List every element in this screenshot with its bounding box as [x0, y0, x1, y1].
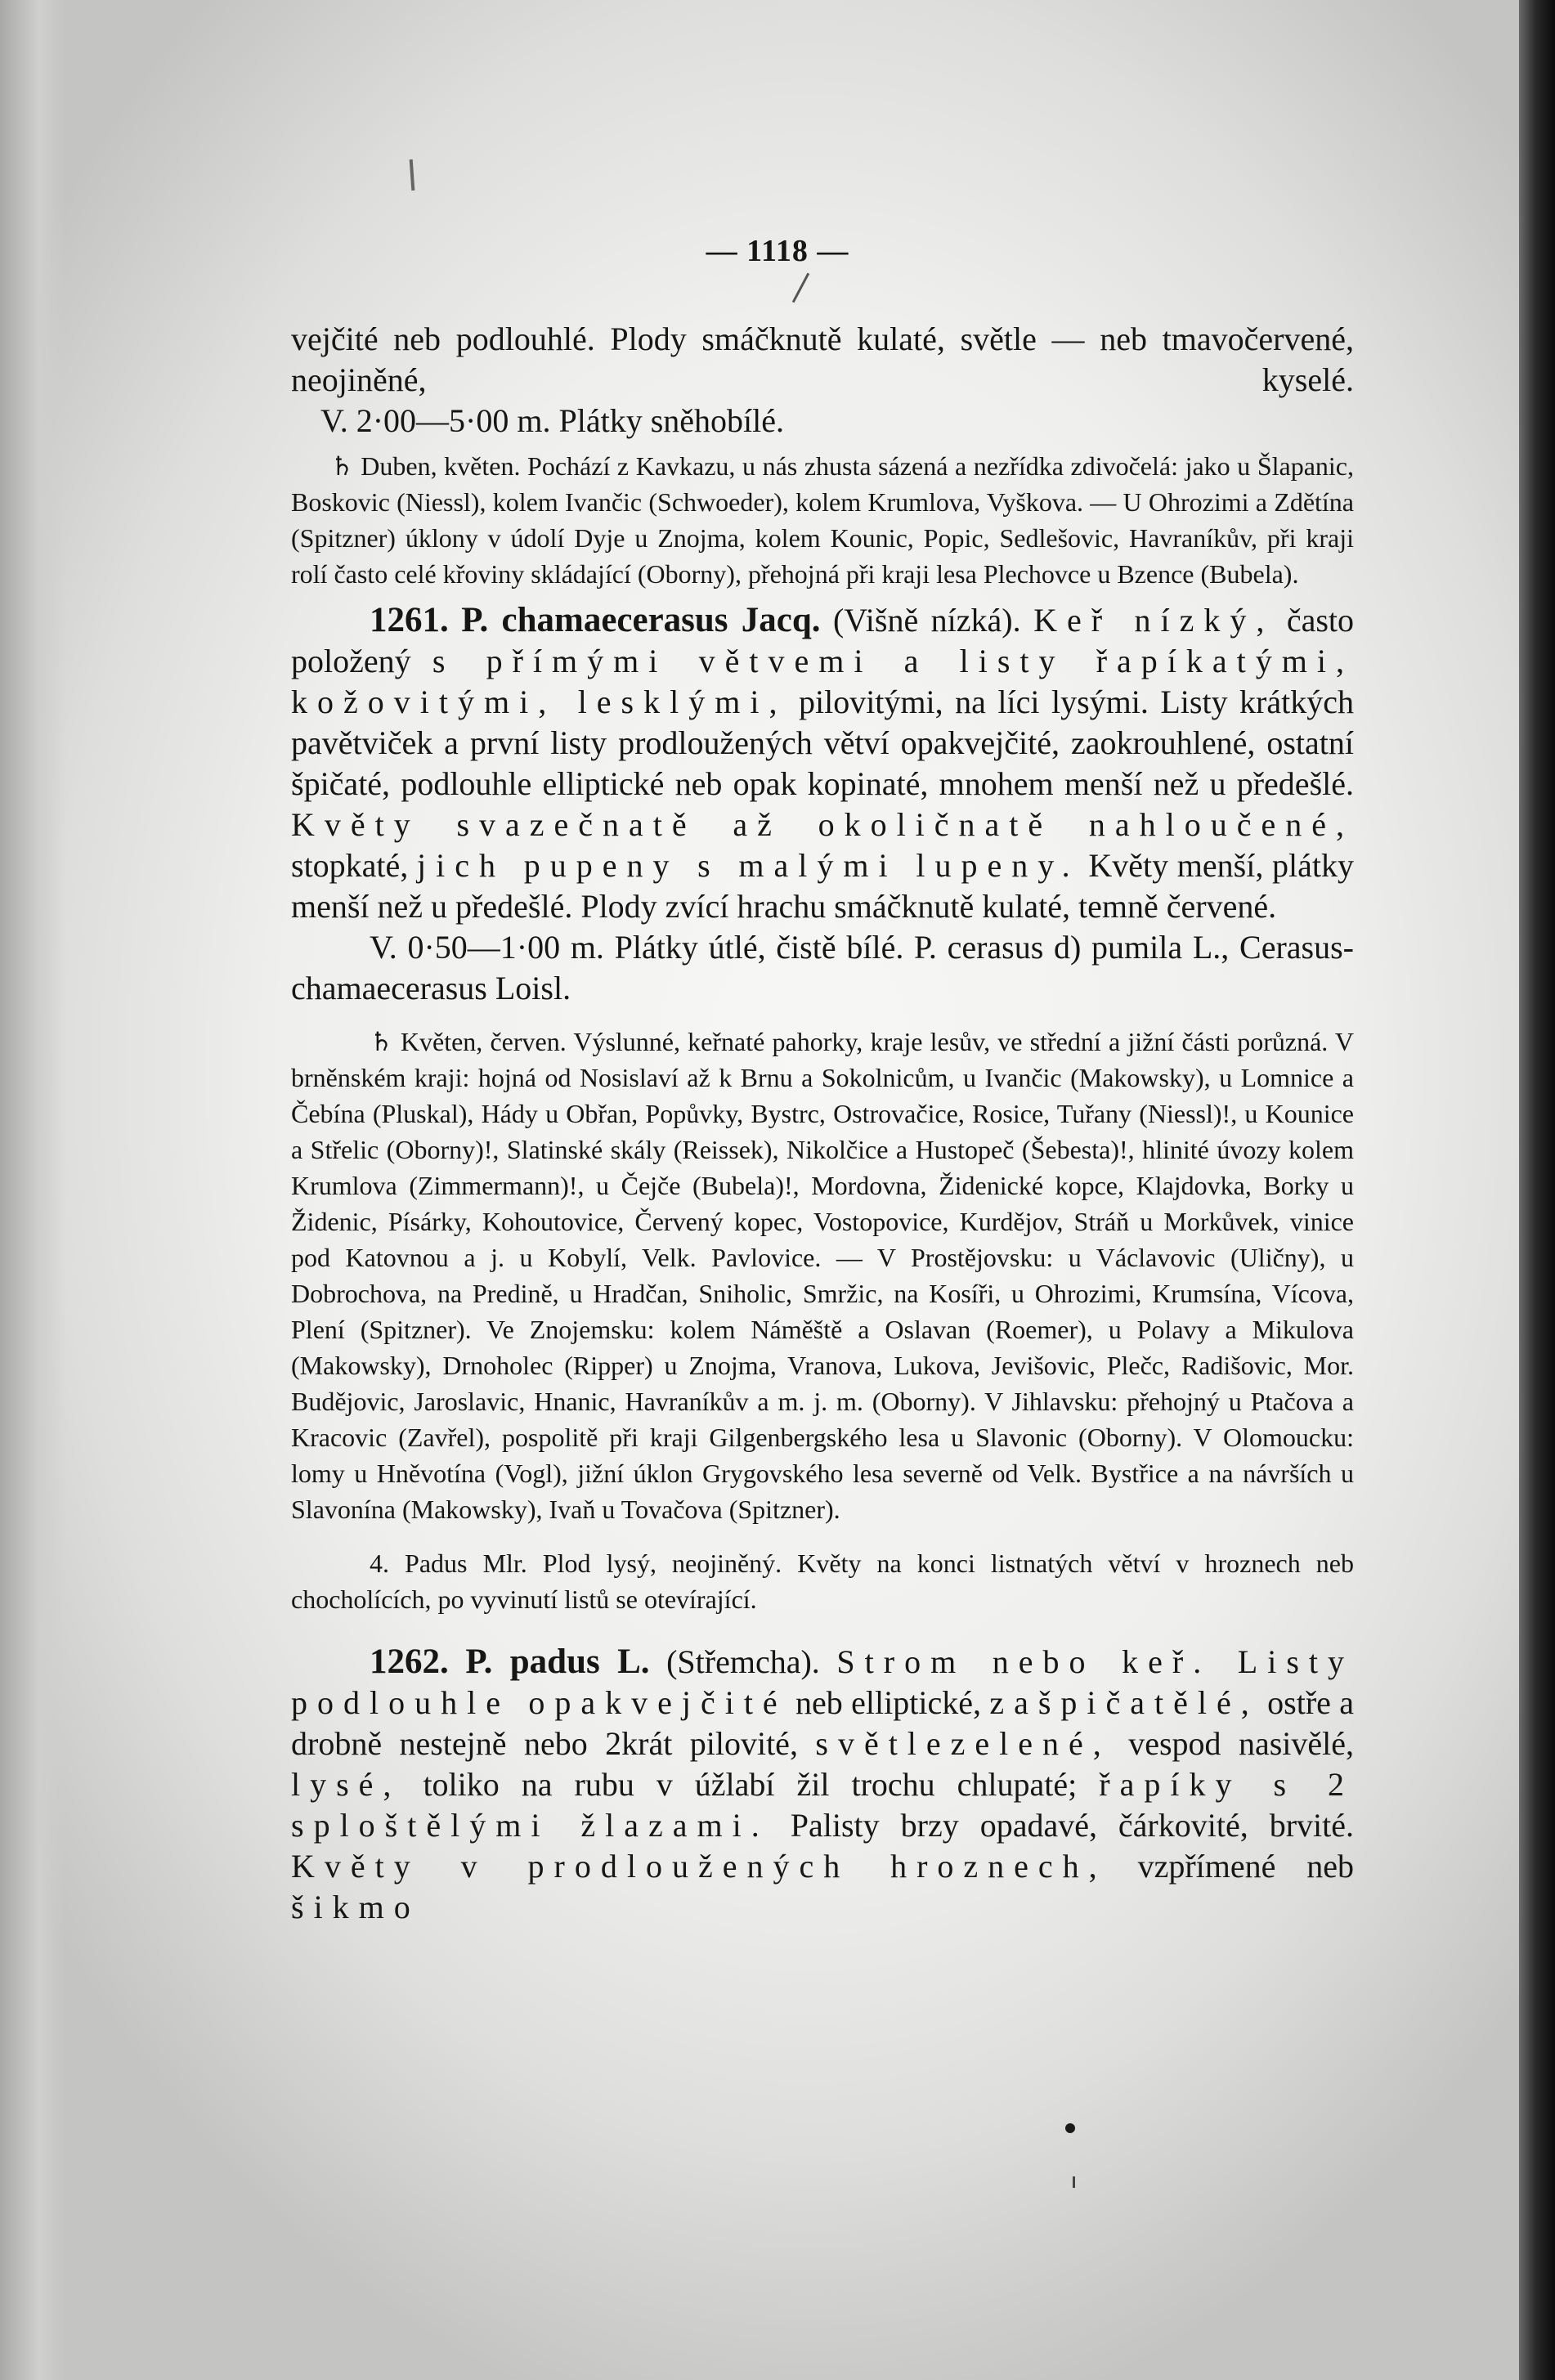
page-right-binding-edge	[1519, 0, 1555, 2380]
species-1261-part-5: Květy menší, plátky menší než u předešlé. Plody zvící hrachu smáčknutě kulaté, temně červené.	[291, 847, 1354, 925]
species-1262-part-7: vzpřímené neb	[1137, 1848, 1355, 1885]
species-1261-part-4: stopkaté,	[291, 847, 409, 884]
key-entry-4: 4. Padus Mlr. Plod lysý, neojiněný. Květy na konci listnatých větví v hroznech neb chocholících, po vyvinutí listů se otevírající.	[291, 1549, 1354, 1614]
shrub-symbol-icon: ♄	[370, 1026, 393, 1057]
paragraph-size-note: V. 2·00—5·00 m. Plátky sněhobílé.	[320, 402, 785, 439]
page-number: — 1118 —	[706, 234, 849, 268]
habitat-note-2	[291, 1024, 1354, 1527]
species-1261-spaced-2: s přímými větvemi a listy řapíkatými, kožovitými, lesklými,	[291, 643, 1355, 720]
habitat-note-1-text: Duben, květen. Pochází z Kavkazu, u nás zhusta sázená a nezřídka zdivočelá: jako u Šlapanic, Boskovic (Niessl), kolem Ivančic (Schwoeder), kolem Krumlova, Vyškova. — U Ohrozimi a Zdětína (Spitzner) úklony v údolí Dyje u Znojma, kolem Kounic, Popic, Sedlešovic, Havraníkův, při kraji rolí často celé křoviny skládající (Oborny), přehojná při kraji lesa Plechovce u Bzence (Bubela).	[291, 451, 1355, 589]
species-1262-part-5: toliko na rubu v úžlabí žil trochu chlupaté;	[423, 1766, 1078, 1803]
species-1262-spaced-3: světlezelené,	[815, 1725, 1111, 1762]
species-1261-part-3: pilovitými, na líci lysými. Listy krátkých pavětviček a první listy prodloužených větví opakvejčité, zaokrouhlené, ostatní špičaté, podlouhle elliptické neb opak kopinaté, mnohem menší než u předešlé.	[291, 684, 1355, 802]
page-body	[291, 319, 1354, 1928]
species-1261-spaced-3: Květy svazečnatě až okoličnatě nahloučené,	[291, 806, 1354, 843]
species-1261-number: 1261.	[370, 601, 449, 639]
species-1262-part-3: ostře a drobně nestejně nebo 2krát pilovité,	[291, 1684, 1354, 1762]
species-1261-part-1: (Višně nízká).	[832, 602, 1021, 639]
species-1262-spaced-7: šikmo	[291, 1889, 420, 1925]
species-1261-spaced-1: Keř nízký,	[1033, 602, 1275, 639]
ink-tick-mark	[1073, 2176, 1075, 2188]
species-1261-name: P. chamaecerasus Jacq.	[461, 601, 821, 639]
ink-dot-mark	[1065, 2123, 1075, 2133]
page-left-shadow	[0, 0, 65, 2380]
species-1262-spaced-6: Květy v prodloužených hroznech,	[291, 1848, 1107, 1885]
species-1262-spaced-2: zašpičatělé,	[989, 1684, 1259, 1721]
species-1262-spaced-5: řapíky s 2 sploštělými žlazami.	[291, 1766, 1355, 1844]
species-1262-part-1: (Střemcha).	[666, 1643, 820, 1680]
paragraph-size-note-2: V. 0·50—1·00 m. Plátky útlé, čistě bílé. P. cerasus d) pumila L., Cerasus-chamaecerasus Loisl.	[291, 929, 1354, 1006]
species-1262-entry	[291, 1642, 1354, 1928]
species-1261-spaced-4: jich pupeny s malými lupeny.	[417, 847, 1080, 884]
species-1262-name: P. padus L.	[465, 1643, 650, 1681]
paragraph-continuation: vejčité neb podlouhlé. Plody smáčknutě kulaté, světle — neb tmavočervené, neojiněné, kyselé.	[291, 320, 1354, 398]
species-1261-entry	[291, 600, 1354, 927]
species-1262-part-4: vespod nasivělé,	[1128, 1725, 1355, 1762]
species-1262-spaced-1: Strom nebo keř. Listy podlouhle opakvejčité	[291, 1643, 1355, 1721]
species-1261-part-2: často položený	[291, 602, 1355, 679]
shrub-symbol-icon: ♄	[330, 450, 354, 482]
habitat-note-1	[291, 448, 1354, 592]
species-1262-number: 1262.	[370, 1643, 449, 1681]
habitat-note-2-text: Květen, červen. Výslunné, keřnaté pahorky, kraje lesův, ve střední a jižní části porůzná. V brněnském kraji: hojná od Nosislaví až k Brnu a Sokolnicům, u Ivančic (Makowsky), u Lomnice a Čebína (Pluskal), Hády u Obřan, Popůvky, Bystrc, Ostrovačice, Rosice, Tuřany (Niessl)!, u Kounice a Střelic (Oborny)!, Slatinské skály (Reissek), Nikolčice a Hustopeč (Šebesta)!, hlinité úvozy kolem Krumlova (Zimmermann)!, u Čejče (Bubela)!, Mordovna, Židenické kopce, Klajdovka, Borky u Židenic, Písárky, Kohoutovice, Červený kopec, Vostopovice, Kurdějov, Stráň u Morkůvek, vinice pod Katovnou a j. u Kobylí, Velk. Pavlovice. — V Prostějovsku: u Václavovic (Uličny), u Dobrochova, na Predině, u Hradčan, Sniholic, Smržic, na Kosíři, u Ohrozimi, Krumsína, Vícova, Plení (Spitzner). Ve Znojemsku: kolem Náměště a Oslavan (Roemer), u Polavy a Mikulova (Makowsky), Drnoholec (Ripper) u Znojma, Vranova, Lukova, Jevišovic, Plečc, Radišovic, Mor. Budějovic, Jaroslavic, Hnanic, Havraníkův a m. j. m. (Oborny). V Jihlavsku: přehojný u Ptačova a Kracovic (Zavřel), pospolitě při kraji Gilgenbergského lesa u Slavonic (Oborny). V Olomoucku: lomy u Hněvotína (Vogl), jižní úklon Grygovského lesa severně od Velk. Bystřice a na návrších u Slavonína (Makowsky), Ivaň u Tovačova (Spitzner).	[291, 1027, 1355, 1524]
species-1262-part-2: neb elliptické,	[795, 1684, 981, 1721]
species-1262-part-6: Palisty brzy opadavé, čárkovité, brvité.	[790, 1807, 1355, 1844]
species-1262-spaced-4: lysé,	[291, 1766, 401, 1803]
